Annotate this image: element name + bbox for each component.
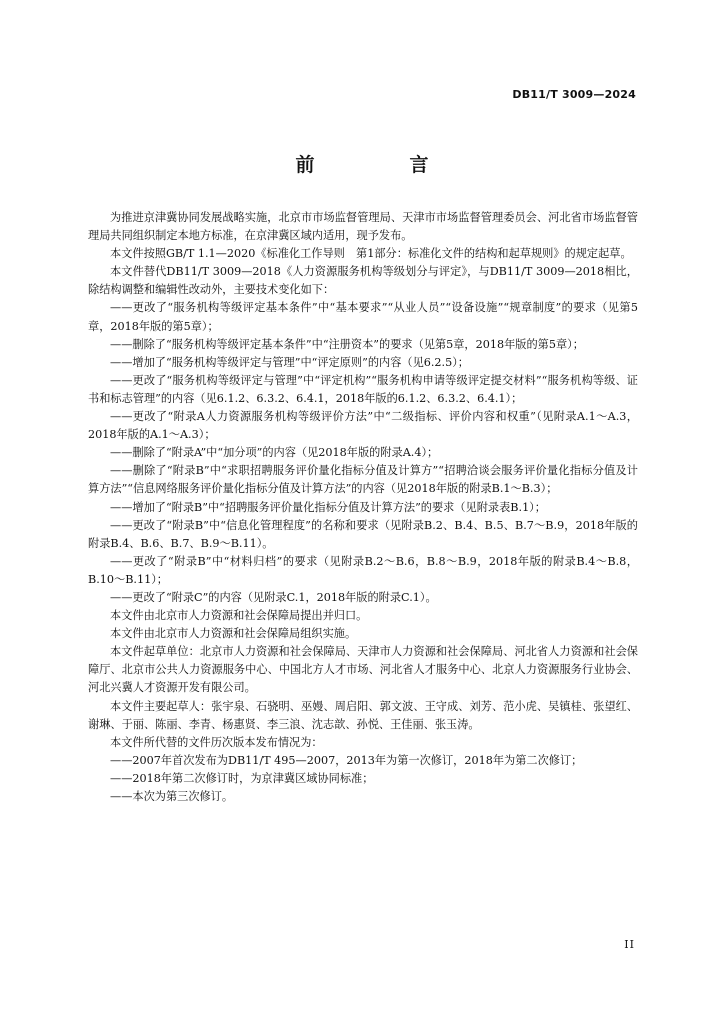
- paragraph: 本文件由北京市人力资源和社会保障局提出并归口。: [110, 609, 368, 623]
- page-number: II: [624, 938, 635, 951]
- change-item: ——增加了“服务机构等级评定与管理”中“评定原则”的内容（见6.2.5）；: [110, 355, 469, 369]
- history-item: ——2007年首次发布为DB11/T 495—2007，2013年为第一次修订，2018年为第二次修订；: [110, 753, 583, 767]
- drafting-units: 本文件起草单位：北京市人力资源和社会保障局、天津市人力资源和社会保障局、河北省人力资源和社会保障厅、北京市公共人力资源服务中心、中国北方人才市场、河北省人才服务中心、北京人力资源服务行业协会、河北兴冀人才资源开发有限公司。: [88, 645, 638, 695]
- change-item: ——删除了“服务机构等级评定基本条件”中“注册资本”的要求（见第5章，2018年版的第5章）；: [110, 337, 584, 351]
- change-item: ——增加了“附录B”中“招聘服务评价量化指标分值及计算方法”的要求（见附录表B.1）；: [110, 500, 546, 514]
- change-item: ——更改了“服务机构等级评定基本条件”中“基本要求”“从业人员”“设备设施”“规章制度”的要求（见第5章，2018年版的第5章）；: [88, 301, 638, 333]
- change-item: ——更改了“附录B”中“材料归档”的要求（见附录B.2～B.6，B.8～B.9，2018年版的附录B.4～B.8，B.10～B.11）；: [88, 554, 638, 586]
- paragraph: 本文件由北京市人力资源和社会保障局组织实施。: [110, 627, 357, 641]
- change-item: ——删除了“附录B”中“求职招聘服务评价量化指标分值及计算方”“招聘洽谈会服务评价量化指标分值及计算方法”“信息网络服务评价量化指标分值及计算方法”的内容（见2018年版的附录B.1～B.3）；: [88, 464, 638, 496]
- paragraph: 本文件按照GB/T 1.1—2020《标准化工作导则 第1部分：标准化文件的结构和起草规则》的规定起草。: [110, 247, 632, 261]
- paragraph: 本文件替代DB11/T 3009—2018《人力资源服务机构等级划分与评定》，与DB11/T 3009—2018相比，除结构调整和编辑性改动外，主要技术变化如下：: [88, 265, 638, 297]
- change-item: ——删除了“附录A”中“加分项”的内容（见2018年版的附录A.4）；: [110, 446, 439, 460]
- change-item: ——更改了“服务机构等级评定与管理”中“评定机构”“服务机构申请等级评定提交材料”“服务机构等级、证书和标志管理”的内容（见6.1.2、6.3.2、6.4.1，2018年版的6.1.2、6.3.2、6.4.1）；: [88, 373, 638, 405]
- change-item: ——更改了“附录A人力资源服务机构等级评价方法”中“二级指标、评价内容和权重”（见附录A.1～A.3，2018年版的A.1～A.3）；: [88, 410, 638, 442]
- paragraph: 本文件所代替的文件历次版本发布情况为：: [110, 735, 323, 749]
- document-id: DB11/T 3009—2024: [512, 88, 636, 101]
- foreword-body: [88, 209, 638, 806]
- change-item: ——更改了“附录B”中“信息化管理程度”的名称和要求（见附录B.2、B.4、B.5、B.7～B.9，2018年版的附录B.4、B.6、B.7、B.9～B.11）。: [88, 518, 638, 550]
- history-item: ——本次为第三次修订。: [110, 790, 234, 803]
- page-title: 前 言: [295, 154, 467, 176]
- paragraph: 为推进京津冀协同发展战略实施，北京市市场监督管理局、天津市市场监督管理委员会、河北省市场监督管理局共同组织制定本地方标准，在京津冀区域内适用，现予发布。: [88, 211, 638, 243]
- history-item: ——2018年第二次修订时，为京津冀区域协同标准；: [110, 771, 374, 785]
- change-item: ——更改了“附录C”的内容（见附录C.1，2018年版的附录C.1）。: [110, 590, 437, 604]
- drafters: 本文件主要起草人：张宇泉、石骁明、巫嫚、周启阳、郭文波、王守成、刘芳、范小虎、吴镇桂、张望红、谢琳、于丽、陈丽、李青、杨惠贤、李三浪、沈志歆、孙悦、王佳丽、张玉涛。: [88, 699, 638, 731]
